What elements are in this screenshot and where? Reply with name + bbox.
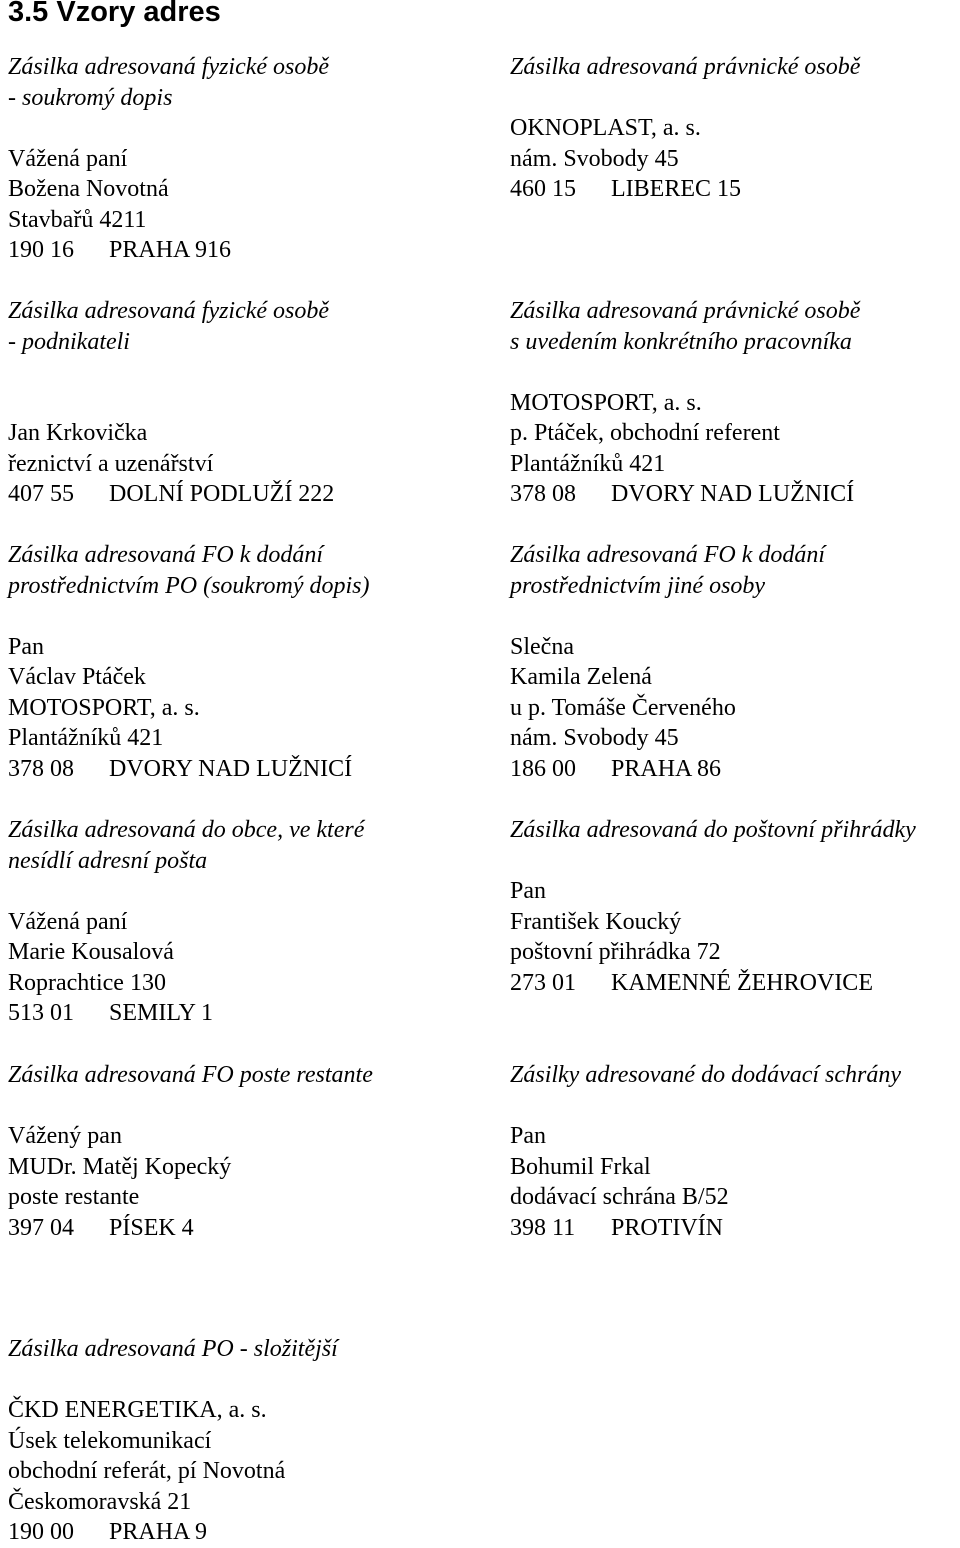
address-line: Pan bbox=[510, 878, 546, 904]
address-line: obchodní referát, pí Novotná bbox=[8, 1458, 286, 1484]
example-caption: Zásilka adresovaná do obce, ve které bbox=[8, 817, 365, 843]
example-block bbox=[510, 1060, 901, 1243]
spacer bbox=[510, 357, 860, 388]
address-line: Úsek telekomunikací bbox=[8, 1427, 212, 1454]
city: DOLNÍ PODLUŽÍ 222 bbox=[109, 481, 335, 507]
example-block bbox=[510, 296, 860, 510]
example-caption: nesídlí adresní pošta bbox=[8, 847, 208, 874]
postal-code: 190 16 bbox=[8, 237, 74, 263]
address-line: Pan bbox=[8, 633, 44, 660]
address-line: Vážená paní bbox=[8, 145, 128, 172]
zip-city-line bbox=[510, 1213, 901, 1244]
spacer bbox=[8, 357, 334, 388]
example-caption: Zásilka adresovaná do poštovní přihrádky bbox=[510, 817, 916, 843]
address-line: řeznictví a uzenářství bbox=[8, 450, 214, 477]
postal-code: 190 00 bbox=[8, 1519, 74, 1545]
address-line: ČKD ENERGETIKA, a. s. bbox=[8, 1397, 267, 1423]
city: PRAHA 9 bbox=[109, 1519, 208, 1545]
city: PROTIVÍN bbox=[611, 1214, 723, 1241]
example-block bbox=[8, 52, 329, 266]
spacer bbox=[8, 1365, 338, 1396]
example-block bbox=[510, 540, 825, 784]
address-line: p. Ptáček, obchodní referent bbox=[510, 420, 780, 446]
example-caption: Zásilka adresovaná právnické osobě bbox=[510, 298, 861, 324]
address-line: Václav Ptáček bbox=[8, 664, 146, 690]
address-line: Jan Krkovička bbox=[8, 420, 148, 446]
address-line: Pan bbox=[510, 1123, 546, 1149]
zip-city-line bbox=[8, 1213, 373, 1244]
postal-code: 407 55 bbox=[8, 481, 74, 507]
zip-city-line bbox=[510, 479, 860, 510]
example-caption: prostřednictvím jiné osoby bbox=[510, 572, 766, 599]
spacer bbox=[8, 1091, 373, 1122]
address-line: MUDr. Matěj Kopecký bbox=[8, 1153, 232, 1180]
address-line: Kamila Zelená bbox=[510, 664, 652, 690]
city: PRAHA 86 bbox=[611, 755, 722, 782]
section-title: 3.5 Vzory adres bbox=[8, 0, 221, 28]
postal-code: 460 15 bbox=[510, 176, 576, 202]
address-line: Českomoravská 21 bbox=[8, 1488, 192, 1515]
postal-code: 378 08 bbox=[8, 755, 74, 782]
spacer bbox=[8, 113, 329, 144]
example-caption: Zásilka adresovaná FO poste restante bbox=[8, 1062, 373, 1088]
example-caption: - soukromý dopis bbox=[8, 84, 173, 111]
example-caption: prostřednictvím PO (soukromý dopis) bbox=[8, 572, 370, 599]
city: PÍSEK 4 bbox=[109, 1214, 194, 1241]
zip-city-line bbox=[8, 235, 329, 266]
postal-code: 378 08 bbox=[510, 481, 576, 507]
postal-code: 397 04 bbox=[8, 1214, 74, 1241]
example-caption: - podnikateli bbox=[8, 328, 130, 355]
address-line: Plantážníků 421 bbox=[8, 725, 164, 751]
address-line: Božena Novotná bbox=[8, 176, 169, 202]
address-line: OKNOPLAST, a. s. bbox=[510, 115, 701, 141]
zip-city-line bbox=[510, 754, 825, 785]
address-line: Stavbařů 4211 bbox=[8, 206, 147, 233]
address-line: Bohumil Frkal bbox=[510, 1153, 651, 1180]
spacer bbox=[510, 846, 916, 877]
example-caption: Zásilka adresovaná PO - složitější bbox=[8, 1336, 338, 1362]
address-line: Roprachtice 130 bbox=[8, 969, 166, 996]
example-caption: Zásilka adresovaná fyzické osobě bbox=[8, 298, 330, 324]
address-line: Plantážníků 421 bbox=[510, 450, 666, 477]
city: LIBEREC 15 bbox=[611, 176, 741, 202]
zip-city-line bbox=[8, 998, 364, 1029]
city: DVORY NAD LUŽNICÍ bbox=[109, 755, 353, 782]
address-line: poste restante bbox=[8, 1184, 140, 1210]
spacer bbox=[8, 876, 364, 907]
postal-code: 398 11 bbox=[510, 1214, 576, 1241]
example-block bbox=[510, 52, 860, 205]
address-line: nám. Svobody 45 bbox=[510, 725, 679, 751]
example-caption: Zásilka adresovaná FO k dodání bbox=[510, 542, 826, 568]
address-line: MOTOSPORT, a. s. bbox=[8, 694, 200, 721]
example-block bbox=[510, 815, 916, 998]
spacer bbox=[510, 1091, 901, 1122]
postal-code: 186 00 bbox=[510, 755, 576, 782]
zip-city-line bbox=[510, 968, 916, 999]
spacer bbox=[510, 83, 860, 114]
postal-code: 273 01 bbox=[510, 969, 576, 996]
spacer bbox=[8, 601, 370, 632]
zip-city-line bbox=[510, 174, 860, 205]
spacer bbox=[510, 601, 825, 632]
address-line: Marie Kousalová bbox=[8, 939, 174, 965]
city: PRAHA 916 bbox=[109, 237, 232, 263]
address-line: nám. Svobody 45 bbox=[510, 145, 679, 172]
example-block bbox=[8, 1060, 373, 1243]
address-line: dodávací schrána B/52 bbox=[510, 1184, 729, 1210]
address-line: Vážená paní bbox=[8, 908, 128, 935]
example-caption: s uvedením konkrétního pracovníka bbox=[510, 328, 852, 355]
city: DVORY NAD LUŽNICÍ bbox=[611, 481, 855, 507]
zip-city-line bbox=[8, 1517, 338, 1548]
address-line: MOTOSPORT, a. s. bbox=[510, 389, 702, 416]
address-line: Slečna bbox=[510, 633, 574, 660]
zip-city-line bbox=[8, 479, 334, 510]
spacer bbox=[8, 388, 334, 419]
zip-city-line bbox=[8, 754, 370, 785]
example-block bbox=[8, 296, 334, 510]
example-caption: Zásilka adresovaná FO k dodání bbox=[8, 542, 324, 568]
address-line: František Koucký bbox=[510, 908, 682, 935]
example-block bbox=[8, 1334, 338, 1548]
example-caption: Zásilka adresovaná právnické osobě bbox=[510, 54, 861, 80]
example-block bbox=[8, 815, 364, 1029]
example-caption: Zásilka adresovaná fyzické osobě bbox=[8, 54, 330, 80]
address-line: poštovní přihrádka 72 bbox=[510, 939, 721, 965]
postal-code: 513 01 bbox=[8, 1000, 74, 1026]
address-line: Vážený pan bbox=[8, 1123, 122, 1149]
address-line: u p. Tomáše Červeného bbox=[510, 694, 736, 721]
example-caption: Zásilky adresované do dodávací schrány bbox=[510, 1062, 902, 1088]
example-block bbox=[8, 540, 370, 784]
city: SEMILY 1 bbox=[109, 1000, 214, 1026]
city: KAMENNÉ ŽEHROVICE bbox=[611, 969, 873, 996]
